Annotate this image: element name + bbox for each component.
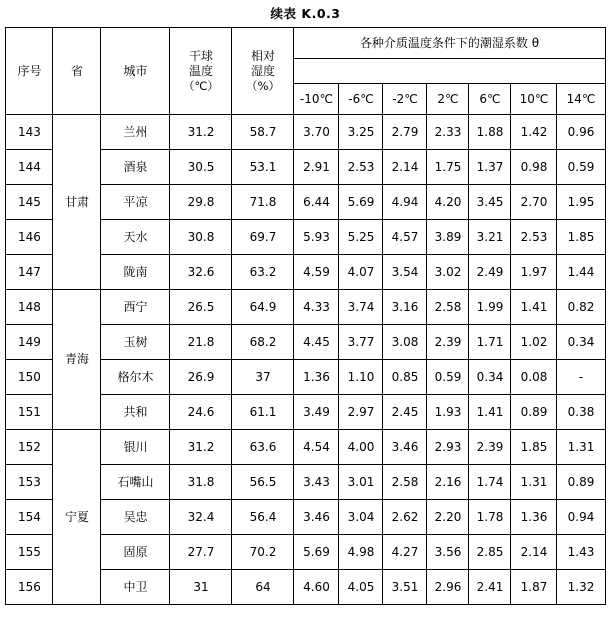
- cell-seq: 150: [6, 360, 53, 395]
- cell-coef-5: 1.36: [511, 500, 557, 535]
- cell-coef-6: 1.32: [557, 570, 605, 605]
- cell-coef-1: 3.77: [339, 325, 383, 360]
- table-row: [6, 430, 605, 465]
- header-city: 城市: [101, 28, 170, 115]
- cell-humidity: 69.7: [232, 220, 294, 255]
- cell-coef-3: 4.20: [427, 185, 469, 220]
- cell-coef-5: 1.42: [511, 115, 557, 150]
- cell-coef-6: 0.96: [557, 115, 605, 150]
- cell-city: 共和: [101, 395, 170, 430]
- cell-coef-2: 4.94: [383, 185, 427, 220]
- cell-dry-bulb: 31: [170, 570, 232, 605]
- cell-humidity: 70.2: [232, 535, 294, 570]
- header-temp-4: 6℃: [469, 84, 511, 115]
- cell-dry-bulb: 26.9: [170, 360, 232, 395]
- cell-province: 宁夏: [53, 430, 101, 605]
- cell-coef-6: 0.94: [557, 500, 605, 535]
- cell-dry-bulb: 29.8: [170, 185, 232, 220]
- cell-coef-3: 3.89: [427, 220, 469, 255]
- cell-coef-0: 3.46: [294, 500, 339, 535]
- cell-coef-2: 4.57: [383, 220, 427, 255]
- header-humidity-unit: （%）: [246, 78, 280, 93]
- header-group-spacer: [294, 59, 605, 84]
- cell-coef-5: 1.85: [511, 430, 557, 465]
- cell-coef-4: 1.37: [469, 150, 511, 185]
- cell-coef-6: 1.31: [557, 430, 605, 465]
- header-dry-bulb-line1: 干球: [188, 48, 213, 63]
- cell-seq: 148: [6, 290, 53, 325]
- cell-coef-3: 2.58: [427, 290, 469, 325]
- cell-coef-4: 1.88: [469, 115, 511, 150]
- cell-coef-2: 3.54: [383, 255, 427, 290]
- cell-coef-5: 0.08: [511, 360, 557, 395]
- header-temp-6: 14℃: [557, 84, 605, 115]
- cell-coef-4: 3.21: [469, 220, 511, 255]
- cell-coef-3: 2.16: [427, 465, 469, 500]
- cell-city: 陇南: [101, 255, 170, 290]
- cell-coef-1: 2.97: [339, 395, 383, 430]
- header-temp-0: -10℃: [294, 84, 339, 115]
- cell-coef-4: 2.49: [469, 255, 511, 290]
- cell-seq: 153: [6, 465, 53, 500]
- cell-coef-6: 1.44: [557, 255, 605, 290]
- cell-seq: 151: [6, 395, 53, 430]
- cell-coef-4: 3.45: [469, 185, 511, 220]
- cell-coef-5: 0.98: [511, 150, 557, 185]
- cell-seq: 154: [6, 500, 53, 535]
- cell-dry-bulb: 32.6: [170, 255, 232, 290]
- cell-coef-0: 4.59: [294, 255, 339, 290]
- cell-coef-1: 4.07: [339, 255, 383, 290]
- cell-coef-5: 2.70: [511, 185, 557, 220]
- cell-coef-5: 0.89: [511, 395, 557, 430]
- header-humidity-line1: 相对: [250, 48, 275, 63]
- header-seq: 序号: [6, 28, 53, 115]
- cell-coef-0: 3.43: [294, 465, 339, 500]
- cell-coef-1: 3.04: [339, 500, 383, 535]
- cell-city: 天水: [101, 220, 170, 255]
- cell-coef-5: 1.31: [511, 465, 557, 500]
- cell-humidity: 56.5: [232, 465, 294, 500]
- cell-coef-2: 2.45: [383, 395, 427, 430]
- cell-coef-6: -: [557, 360, 605, 395]
- header-humidity-line2: 湿度: [250, 63, 275, 78]
- cell-coef-5: 2.53: [511, 220, 557, 255]
- cell-coef-1: 4.00: [339, 430, 383, 465]
- cell-coef-2: 2.62: [383, 500, 427, 535]
- cell-city: 格尔木: [101, 360, 170, 395]
- cell-coef-3: 0.59: [427, 360, 469, 395]
- cell-coef-0: 5.93: [294, 220, 339, 255]
- cell-dry-bulb: 30.8: [170, 220, 232, 255]
- cell-humidity: 71.8: [232, 185, 294, 220]
- cell-coef-1: 5.69: [339, 185, 383, 220]
- cell-seq: 149: [6, 325, 53, 360]
- cell-coef-6: 0.89: [557, 465, 605, 500]
- cell-city: 酒泉: [101, 150, 170, 185]
- cell-city: 兰州: [101, 115, 170, 150]
- cell-city: 吴忠: [101, 500, 170, 535]
- cell-coef-5: 2.14: [511, 535, 557, 570]
- cell-humidity: 61.1: [232, 395, 294, 430]
- cell-coef-2: 4.27: [383, 535, 427, 570]
- cell-city: 西宁: [101, 290, 170, 325]
- cell-coef-0: 4.33: [294, 290, 339, 325]
- cell-coef-4: 1.71: [469, 325, 511, 360]
- table-row: [6, 115, 605, 150]
- cell-coef-3: 2.39: [427, 325, 469, 360]
- cell-coef-1: 3.74: [339, 290, 383, 325]
- cell-humidity: 56.4: [232, 500, 294, 535]
- header-humidity: [232, 28, 294, 115]
- header-temp-2: -2℃: [383, 84, 427, 115]
- cell-seq: 156: [6, 570, 53, 605]
- table-body: [6, 115, 605, 605]
- cell-dry-bulb: 24.6: [170, 395, 232, 430]
- cell-seq: 152: [6, 430, 53, 465]
- cell-coef-0: 1.36: [294, 360, 339, 395]
- cell-coef-6: 1.43: [557, 535, 605, 570]
- cell-seq: 155: [6, 535, 53, 570]
- data-table: [5, 27, 605, 605]
- cell-coef-1: 3.01: [339, 465, 383, 500]
- cell-dry-bulb: 31.8: [170, 465, 232, 500]
- header-province: 省: [53, 28, 101, 115]
- cell-city: 固原: [101, 535, 170, 570]
- cell-coef-6: 1.95: [557, 185, 605, 220]
- cell-dry-bulb: 31.2: [170, 430, 232, 465]
- cell-coef-4: 1.41: [469, 395, 511, 430]
- cell-coef-0: 6.44: [294, 185, 339, 220]
- cell-humidity: 63.6: [232, 430, 294, 465]
- cell-coef-4: 0.34: [469, 360, 511, 395]
- cell-coef-4: 1.78: [469, 500, 511, 535]
- cell-city: 玉树: [101, 325, 170, 360]
- cell-dry-bulb: 31.2: [170, 115, 232, 150]
- cell-coef-0: 4.45: [294, 325, 339, 360]
- cell-humidity: 53.1: [232, 150, 294, 185]
- cell-coef-3: 1.75: [427, 150, 469, 185]
- table-row: [6, 290, 605, 325]
- cell-dry-bulb: 32.4: [170, 500, 232, 535]
- cell-coef-5: 1.87: [511, 570, 557, 605]
- cell-coef-2: 3.08: [383, 325, 427, 360]
- cell-coef-2: 0.85: [383, 360, 427, 395]
- cell-coef-4: 1.99: [469, 290, 511, 325]
- cell-province: 青海: [53, 290, 101, 430]
- cell-humidity: 58.7: [232, 115, 294, 150]
- cell-seq: 145: [6, 185, 53, 220]
- cell-city: 银川: [101, 430, 170, 465]
- cell-coef-4: 2.41: [469, 570, 511, 605]
- cell-humidity: 64.9: [232, 290, 294, 325]
- cell-coef-6: 0.82: [557, 290, 605, 325]
- cell-coef-0: 5.69: [294, 535, 339, 570]
- cell-city: 平凉: [101, 185, 170, 220]
- cell-province: 甘肃: [53, 115, 101, 290]
- header-temp-3: 2℃: [427, 84, 469, 115]
- cell-coef-0: 3.49: [294, 395, 339, 430]
- cell-coef-1: 5.25: [339, 220, 383, 255]
- cell-coef-6: 0.34: [557, 325, 605, 360]
- header-temp-1: -6℃: [339, 84, 383, 115]
- cell-dry-bulb: 30.5: [170, 150, 232, 185]
- header-temp-5: 10℃: [511, 84, 557, 115]
- header-dry-bulb-unit: （℃）: [183, 78, 219, 93]
- cell-coef-3: 2.33: [427, 115, 469, 150]
- cell-coef-2: 3.51: [383, 570, 427, 605]
- cell-dry-bulb: 21.8: [170, 325, 232, 360]
- cell-coef-6: 1.85: [557, 220, 605, 255]
- cell-coef-3: 2.96: [427, 570, 469, 605]
- cell-city: 中卫: [101, 570, 170, 605]
- cell-coef-3: 3.02: [427, 255, 469, 290]
- cell-coef-6: 0.59: [557, 150, 605, 185]
- cell-dry-bulb: 27.7: [170, 535, 232, 570]
- cell-humidity: 37: [232, 360, 294, 395]
- cell-city: 石嘴山: [101, 465, 170, 500]
- cell-seq: 144: [6, 150, 53, 185]
- cell-coef-2: 2.79: [383, 115, 427, 150]
- cell-coef-4: 2.39: [469, 430, 511, 465]
- cell-humidity: 64: [232, 570, 294, 605]
- cell-seq: 143: [6, 115, 53, 150]
- cell-seq: 146: [6, 220, 53, 255]
- cell-coef-3: 1.93: [427, 395, 469, 430]
- header-dry-bulb-line2: 温度: [188, 63, 213, 78]
- cell-coef-0: 4.60: [294, 570, 339, 605]
- header-dry-bulb: [170, 28, 232, 115]
- cell-coef-0: 3.70: [294, 115, 339, 150]
- cell-humidity: 68.2: [232, 325, 294, 360]
- cell-coef-4: 1.74: [469, 465, 511, 500]
- cell-coef-3: 3.56: [427, 535, 469, 570]
- cell-coef-1: 1.10: [339, 360, 383, 395]
- cell-coef-4: 2.85: [469, 535, 511, 570]
- cell-coef-1: 4.98: [339, 535, 383, 570]
- cell-coef-2: 3.46: [383, 430, 427, 465]
- cell-coef-3: 2.20: [427, 500, 469, 535]
- cell-humidity: 63.2: [232, 255, 294, 290]
- cell-coef-0: 4.54: [294, 430, 339, 465]
- header-group-title: 各种介质温度条件下的潮湿系数 θ: [294, 28, 605, 59]
- page-title: 续表 K.0.3: [270, 6, 341, 21]
- cell-coef-5: 1.97: [511, 255, 557, 290]
- cell-coef-1: 3.25: [339, 115, 383, 150]
- table-header: [6, 28, 605, 115]
- cell-coef-1: 4.05: [339, 570, 383, 605]
- cell-coef-5: 1.41: [511, 290, 557, 325]
- cell-dry-bulb: 26.5: [170, 290, 232, 325]
- cell-coef-2: 3.16: [383, 290, 427, 325]
- cell-coef-2: 2.58: [383, 465, 427, 500]
- cell-coef-1: 2.53: [339, 150, 383, 185]
- cell-coef-0: 2.91: [294, 150, 339, 185]
- cell-coef-5: 1.02: [511, 325, 557, 360]
- cell-seq: 147: [6, 255, 53, 290]
- cell-coef-6: 0.38: [557, 395, 605, 430]
- cell-coef-3: 2.93: [427, 430, 469, 465]
- cell-coef-2: 2.14: [383, 150, 427, 185]
